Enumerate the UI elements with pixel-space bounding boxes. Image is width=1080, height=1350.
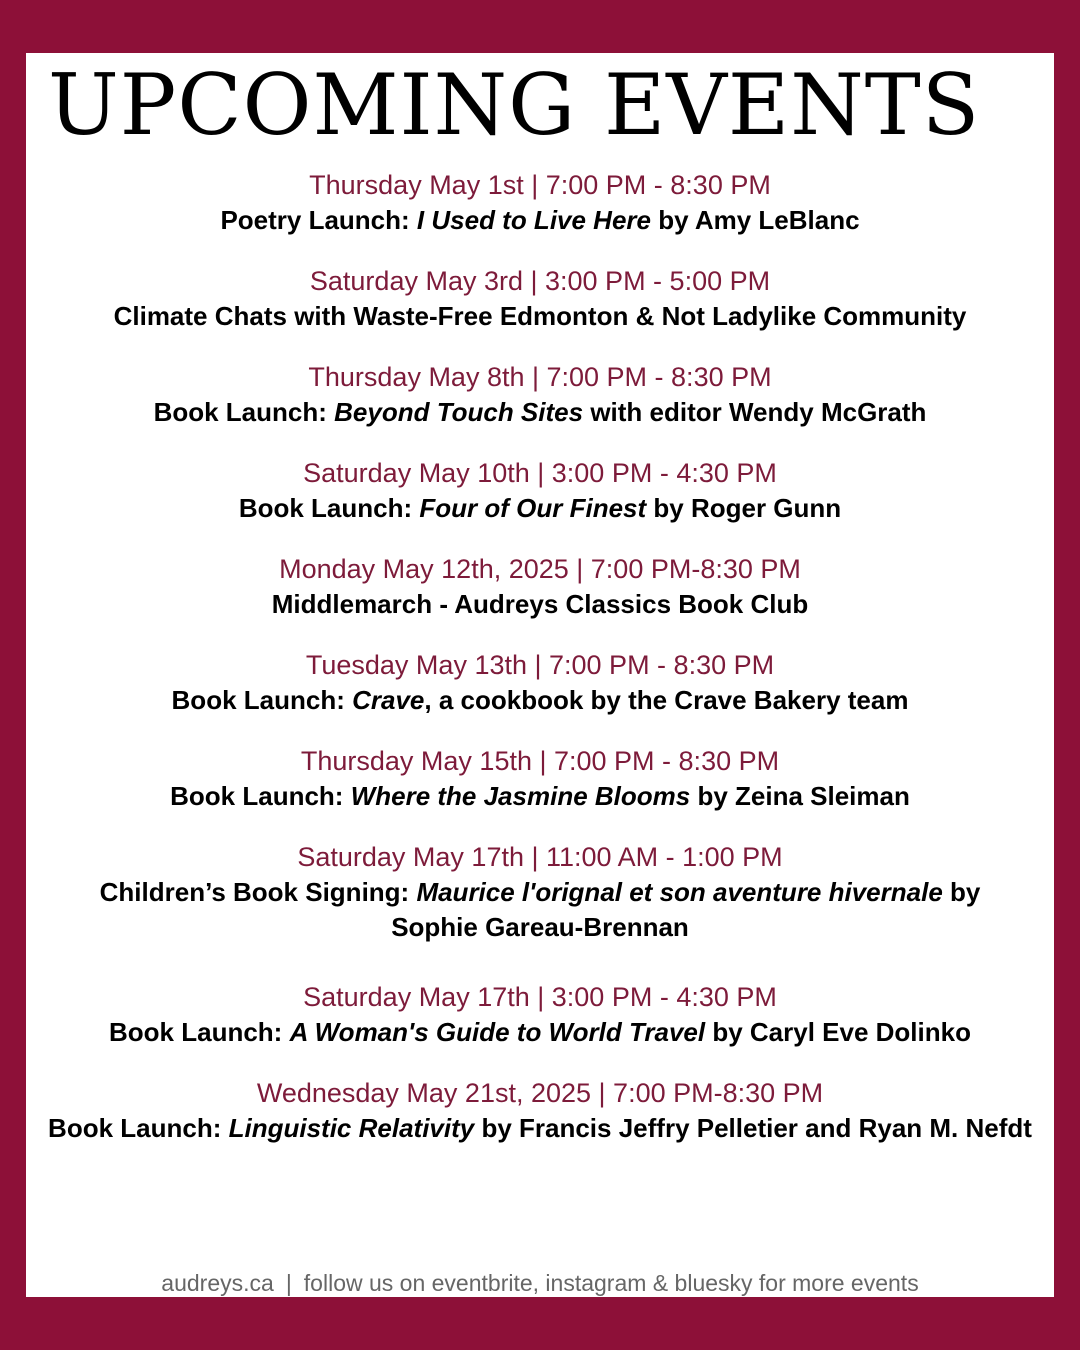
event-title [26, 1015, 1054, 1050]
event-prefix: Middlemarch - Audreys Classics Book Club [271, 589, 809, 619]
footer [26, 1266, 1054, 1300]
event-datetime: Thursday May 15th | 7:00 PM - 8:30 PM [300, 746, 780, 776]
website-link[interactable]: audreys.ca [161, 1270, 274, 1296]
event-item [26, 839, 1054, 945]
event-title [26, 299, 1054, 334]
event-datetime: Saturday May 3rd | 3:00 PM - 5:00 PM [309, 266, 771, 296]
event-title [26, 395, 1054, 430]
event-prefix: Book Launch: [153, 397, 335, 427]
footer-separator: | [285, 1270, 292, 1296]
event-suffix: by Zeina Sleiman [690, 781, 910, 811]
event-datetime: Thursday May 1st | 7:00 PM - 8:30 PM [309, 170, 771, 200]
event-item [26, 1075, 1054, 1146]
event-prefix: Children’s Book Signing: [99, 877, 417, 907]
event-title [26, 587, 1054, 622]
event-prefix: Book Launch: [48, 1113, 229, 1143]
event-datetime: Saturday May 17th | 11:00 AM - 1:00 PM [297, 842, 783, 872]
event-work-title: Maurice l'orignal et son aventure hivernale [416, 877, 943, 907]
social-follow-text: follow us on eventbrite, instagram & bluesky for more events [303, 1270, 919, 1296]
event-item [26, 359, 1054, 430]
event-datetime: Monday May 12th, 2025 | 7:00 PM-8:30 PM [279, 554, 801, 584]
event-work-title: Beyond Touch Sites [334, 397, 584, 427]
event-suffix: , a cookbook by the Crave Bakery team [424, 685, 909, 715]
event-suffix: by Roger Gunn [646, 493, 842, 523]
event-title [26, 203, 1054, 238]
event-title [26, 491, 1054, 526]
event-datetime: Tuesday May 13th | 7:00 PM - 8:30 PM [305, 650, 775, 680]
event-datetime: Thursday May 8th | 7:00 PM - 8:30 PM [308, 362, 772, 392]
event-work-title: Four of Our Finest [419, 493, 647, 523]
event-suffix: by Amy LeBlanc [651, 205, 860, 235]
event-datetime: Saturday May 10th | 3:00 PM - 4:30 PM [303, 458, 777, 488]
event-title [26, 1111, 1054, 1146]
event-item [26, 647, 1054, 718]
event-prefix: Climate Chats with Waste-Free Edmonton & Not Ladylike Community [113, 301, 967, 331]
event-prefix: Book Launch: [109, 1017, 290, 1047]
event-work-title: Linguistic Relativity [228, 1113, 475, 1143]
page-title: UPCOMING EVENTS [48, 56, 981, 154]
event-suffix: by Caryl Eve Dolinko [705, 1017, 971, 1047]
event-item [26, 743, 1054, 814]
event-item [26, 979, 1054, 1050]
event-work-title: Where the Jasmine Blooms [350, 781, 691, 811]
event-prefix: Poetry Launch: [220, 205, 417, 235]
event-prefix: Book Launch: [170, 781, 351, 811]
event-title [26, 779, 1054, 814]
event-work-title: I Used to Live Here [416, 205, 651, 235]
event-suffix: by Sophie Gareau-Brennan [391, 877, 981, 942]
event-prefix: Book Launch: [238, 493, 420, 523]
event-item [26, 167, 1054, 238]
event-title [26, 875, 1054, 945]
event-item [26, 455, 1054, 526]
event-work-title: A Woman's Guide to World Travel [289, 1017, 706, 1047]
event-datetime: Wednesday May 21st, 2025 | 7:00 PM-8:30 PM [256, 1078, 824, 1108]
event-suffix: with editor Wendy McGrath [583, 397, 927, 427]
event-item [26, 263, 1054, 334]
event-poster-panel [26, 53, 1054, 1297]
event-work-title: Crave [352, 685, 425, 715]
event-datetime: Saturday May 17th | 3:00 PM - 4:30 PM [303, 982, 777, 1012]
event-item [26, 551, 1054, 622]
event-title [26, 683, 1054, 718]
event-prefix: Book Launch: [171, 685, 353, 715]
event-suffix: by Francis Jeffry Pelletier and Ryan M. Nefdt [474, 1113, 1032, 1143]
